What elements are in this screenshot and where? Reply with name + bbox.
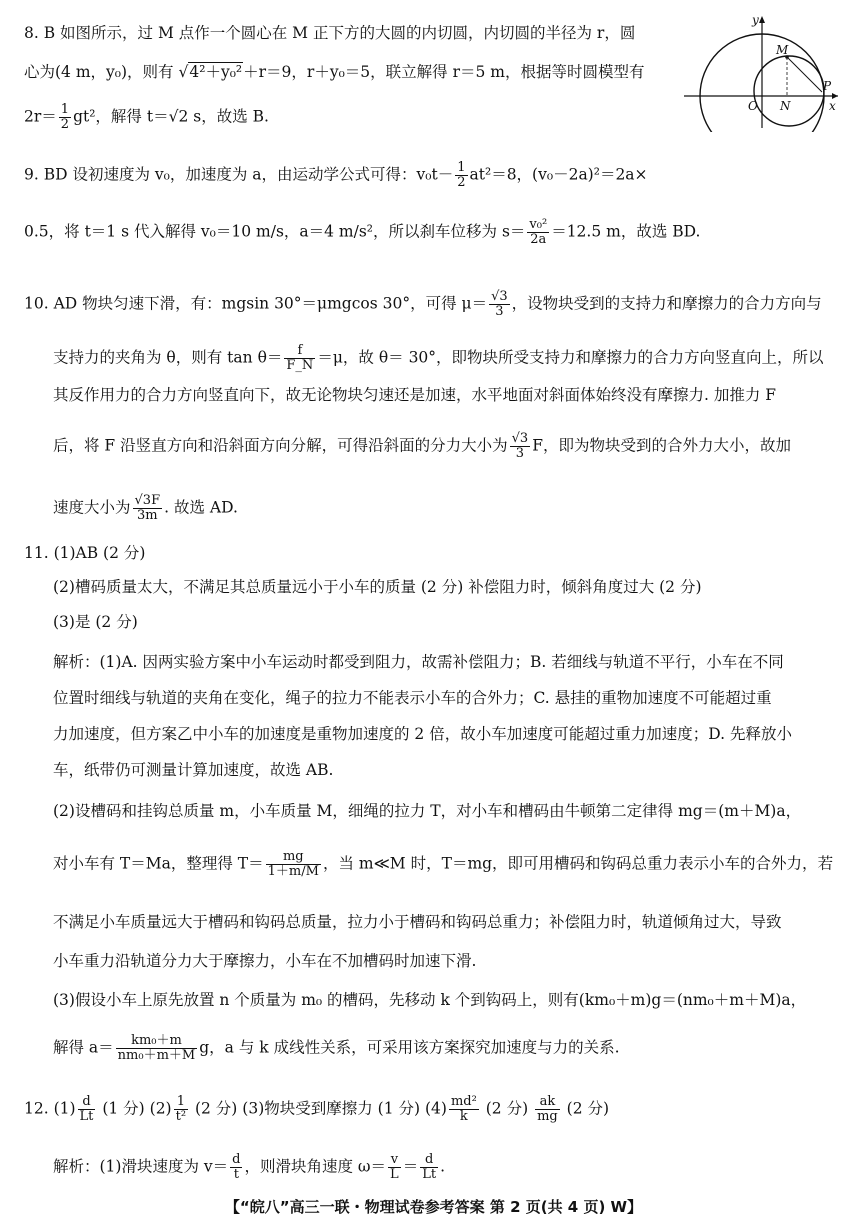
fraction: $\frac{mg}{1+m/M}$	[267, 849, 319, 879]
q11-explain-5: (2)设槽码和挂钩总质量 m，小车质量 M，细绳的拉力 T，对小车和槽码由牛顿第二定律得 mg＝(m＋M)a，	[53, 802, 802, 820]
label-p: P	[823, 79, 832, 93]
q10-line-3: 其反作用力的合力方向竖直向下，故无论物块匀速还是加速，水平地面对斜面体始终没有摩擦力. 加推力 F	[53, 386, 777, 404]
q11-explain-4: 车，纸带仍可测量计算加速度，故选 AB.	[53, 761, 334, 779]
label-y: y	[752, 13, 759, 27]
q10-line-1: 10. AD 物块匀速下滑，有：mgsin 30°＝μmgcos 30°，可得 μ＝ $\frac{√3}{3}$ ，设物块受到的支持力和摩擦力的合力方向与	[24, 289, 822, 319]
fraction: $\frac{d}{Lt}$	[422, 1152, 437, 1182]
fraction: $\frac{1}{2}$	[457, 160, 466, 190]
q11-answer-1: 11. (1)AB (2 分)	[24, 544, 146, 562]
q10-line-4: 后，将 F 沿竖直方向和沿斜面方向分解，可得沿斜面的分力大小为 $\frac{√3}{3}$ F，即为物块受到的合外力大小，故加	[53, 431, 791, 461]
circle-diagram	[680, 12, 840, 132]
inscribed-circle	[754, 56, 824, 126]
q11-explain-8: 小车重力沿轨道分力大于摩擦力，小车在不加槽码时加速下滑.	[53, 952, 477, 970]
q11-answer-3: (3)是 (2 分)	[53, 613, 138, 631]
segment-mp	[787, 57, 822, 92]
q12-answers: 12. (1) $\frac{d}{Lt}$ (1 分) (2) $\frac{1}{\text{t²}}$ (2 分) (3)物块受到摩擦力 (1 分) (4) $\frac{\text{md²}}{k}$ (2 分) $\frac{ak}{mg}$ (2 分)	[24, 1094, 610, 1124]
q11-explain-2: 位置时细线与轨道的夹角在变化，绳子的拉力不能表示小车的合外力；C. 悬挂的重物加速度不可能超过重	[53, 689, 772, 707]
fraction: $\frac{1}{\text{t²}}$	[175, 1094, 187, 1124]
q8-line-3: 2r＝ $\frac{1}{2}$ gt²，解得 t＝√2 s，故选 B.	[24, 102, 269, 132]
fraction: $\frac{d}{Lt}$	[79, 1094, 94, 1124]
label-o: O	[748, 99, 758, 113]
sqrt-expr: 4²＋y₀²	[189, 63, 243, 81]
label-x: x	[829, 99, 836, 113]
fraction: $\frac{v}{L}$	[390, 1152, 399, 1182]
fraction: $\frac{d}{t}$	[232, 1152, 241, 1182]
q11-explain-1: 解析：(1)A. 因两实验方案中小车运动时都受到阻力，故需补偿阻力；B. 若细线与轨道不平行，小车在不同	[53, 653, 784, 671]
fraction: $\frac{f}{F\_N}$	[286, 343, 314, 373]
q11-explain-9: (3)假设小车上原先放置 n 个质量为 m₀ 的槽码，先移动 k 个到钩码上，则有(km₀＋m)g＝(nm₀＋m＋M)a，	[53, 991, 807, 1009]
page-footer: 【“皖八”高三一联・物理试卷参考答案 第 2 页(共 4 页) W】	[224, 1198, 643, 1216]
q9-line-1: 9. BD 设初速度为 v₀，加速度为 a，由运动学公式可得：v₀t－ $\frac{1}{2}$ at²＝8，(v₀－2a)²＝2a×	[24, 160, 648, 190]
label-n: N	[780, 99, 791, 113]
fraction: $\frac{√3}{3}$	[511, 431, 529, 461]
label-m: M	[776, 43, 789, 57]
q11-explain-10: 解得 a＝ $\frac{\text{km₀＋m}}{\text{nm₀＋m＋M}}$ g，a 与 k 成线性关系，可采用该方案探究加速度与力的关系.	[53, 1033, 620, 1063]
q8-line-2: 心为(4 m，y₀)，则有 √4²＋y₀²＋r＝9，r＋y₀＝5，联立解得 r＝5 m，根据等时圆模型有	[24, 63, 645, 81]
fraction: $\frac{√3F}{3m}$	[134, 493, 161, 523]
y-axis-arrow	[759, 16, 765, 23]
fraction: $\frac{\text{md²}}{k}$	[450, 1094, 477, 1124]
fraction: $\frac{ak}{mg}$	[537, 1094, 558, 1124]
fraction: $\frac{\text{v₀²}}{2a}$	[529, 217, 548, 247]
fraction: $\frac{√3}{3}$	[491, 289, 508, 319]
q12-explain-1: 解析：(1)滑块速度为 v＝ $\frac{d}{t}$ ，则滑块角速度 ω＝ $\frac{v}{L}$ ＝ $\frac{d}{Lt}$ .	[53, 1152, 445, 1182]
q10-line-2: 支持力的夹角为 θ，则有 tan θ＝ $\frac{f}{F\_N}$ ＝μ，故 θ＝ 30°，即物块所受支持力和摩擦力的合力方向竖直向上，所以	[53, 343, 824, 373]
fraction: $\frac{\text{km₀＋m}}{\text{nm₀＋m＋M}}$	[117, 1033, 196, 1063]
q11-explain-7: 不满足小车质量远大于槽码和钩码总质量，拉力小于槽码和钩码总重力；补偿阻力时，轨道倾角过大，导致	[53, 913, 782, 931]
q11-answer-2: (2)槽码质量太大，不满足其总质量远小于小车的质量 (2 分) 补偿阻力时，倾斜角度过大 (2 分)	[53, 578, 702, 596]
q8-line-1: 8. B 如图所示，过 M 点作一个圆心在 M 正下方的大圆的内切圆，内切圆的半径为 r，圆	[24, 24, 636, 42]
q11-explain-6: 对小车有 T＝Ma，整理得 T＝ $\frac{mg}{1+m/M}$ ，当 m≪M 时，T＝mg，即可用槽码和钩码总重力表示小车的合外力，若	[53, 849, 834, 879]
q10-line-5: 速度大小为 $\frac{√3F}{3m}$ . 故选 AD.	[53, 493, 238, 523]
q9-line-2: 0.5，将 t＝1 s 代入解得 v₀＝10 m/s，a＝4 m/s²，所以刹车位移为 s＝ $\frac{\text{v₀²}}{2a}$ ＝12.5 m，故选 BD.	[24, 217, 701, 247]
q11-explain-3: 力加速度，但方案乙中小车的加速度是重物加速度的 2 倍，故小车加速度可能超过重力加速度；D. 先释放小	[53, 725, 792, 743]
fraction: $\frac{1}{2}$	[60, 102, 70, 132]
